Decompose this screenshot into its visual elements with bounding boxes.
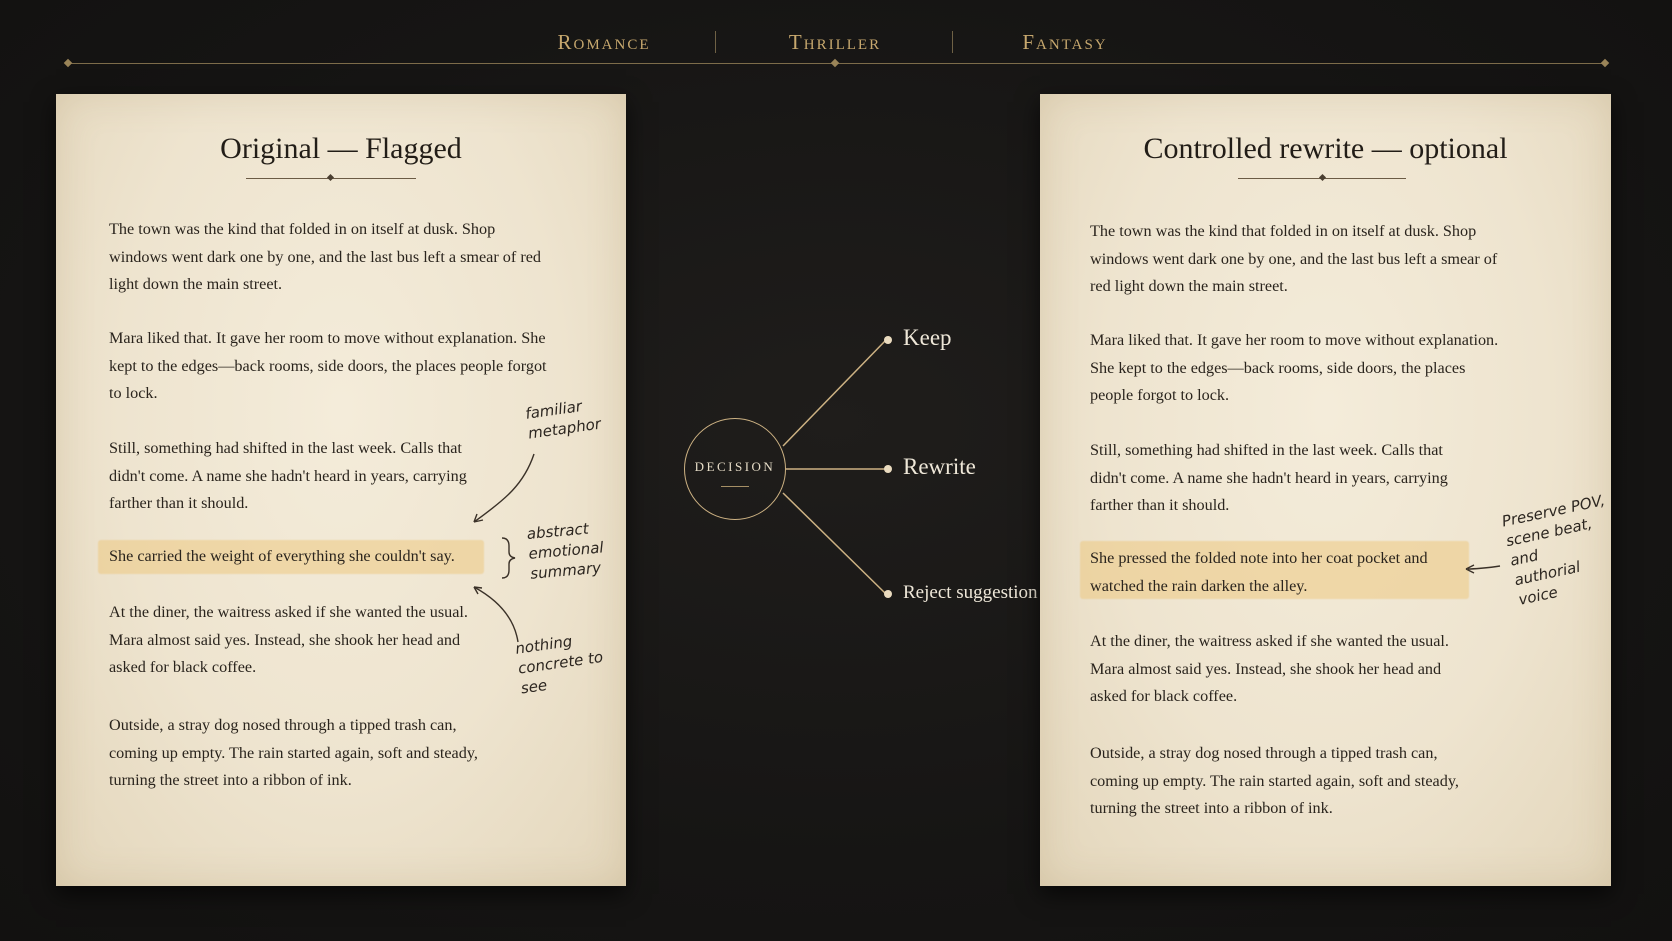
node-dot-icon — [884, 590, 892, 598]
paragraph: Outside, a stray dog nosed through a tipped trash can, coming up empty. The rain started again, soft and steady, turning the street into a ribbon of ink. — [109, 716, 478, 789]
paragraph: The town was the kind that folded in on itself at dusk. Shop windows went dark one by one, and the last bus left a smear of red light down the main street. — [109, 220, 541, 293]
paragraph: Mara liked that. It gave her room to move without explanation. She kept to the edges—back rooms, side doors, the places people forgot to lock. — [109, 329, 547, 402]
decision-underline — [721, 486, 749, 487]
page-title: Original — Flagged — [220, 132, 462, 165]
keep-option[interactable]: Keep — [903, 325, 952, 350]
rewritten-sentence[interactable]: She pressed the folded note into her coat pocket and watched the rain darken the alley. — [1090, 549, 1428, 595]
page-title: Controlled rewrite — optional — [1143, 132, 1508, 165]
rewrite-option[interactable]: Rewrite — [903, 454, 976, 479]
paragraph: Still, something had shifted in the last week. Calls that didn't come. A name she hadn't heard in years, carrying farther than it should. — [109, 439, 467, 512]
node-dot-icon — [884, 465, 892, 473]
annotation-abstract-summary: abstract emotional summary — [526, 519, 605, 583]
tab-romance[interactable]: Romance — [557, 30, 651, 54]
rewrite-page — [1040, 94, 1611, 886]
paragraph: At the diner, the waitress asked if she wanted the usual. Mara almost said yes. Instead, she shook her head and asked for black coffee. — [109, 603, 468, 676]
arrow-icon — [1468, 566, 1500, 569]
annotation-preserve-voice: Preserve POV, scene beat, and authorial voice — [1500, 491, 1607, 609]
annotation-familiar-metaphor: familiar metaphor — [524, 397, 603, 443]
decision-label: DECISION — [694, 459, 776, 474]
reject-suggestion-option[interactable]: Reject suggestion — [903, 582, 1038, 603]
tab-fantasy[interactable]: Fantasy — [1022, 30, 1108, 54]
node-dot-icon — [884, 336, 892, 344]
tab-thriller[interactable]: Thriller — [788, 30, 882, 54]
paragraph: Mara liked that. It gave her room to move without explanation. She kept to the edges—back rooms, side doors, the places people forgot to lock. — [1090, 331, 1499, 404]
paragraph: Outside, a stray dog nosed through a tipped trash can, coming up empty. The rain started again, soft and steady, turning the street into a ribbon of ink. — [1090, 744, 1459, 817]
paragraph: The town was the kind that folded in on itself at dusk. Shop windows went dark one by one, and the last bus left a smear of red light down the main street. — [1090, 222, 1498, 295]
flagged-sentence[interactable]: She carried the weight of everything she couldn't say. — [109, 547, 455, 565]
annotation-nothing-concrete: nothing concrete to see — [514, 632, 605, 698]
connector-keep — [783, 340, 886, 446]
decision-node — [684, 418, 786, 520]
connector-reject — [783, 493, 886, 594]
paragraph: At the diner, the waitress asked if she wanted the usual. Mara almost said yes. Instead, she shook her head and asked for black coffee. — [1090, 632, 1449, 705]
paragraph: Still, something had shifted in the last week. Calls that didn't come. A name she hadn't heard in years, carrying farther than it should. — [1090, 441, 1448, 514]
annotation-arrows — [1040, 94, 1611, 886]
